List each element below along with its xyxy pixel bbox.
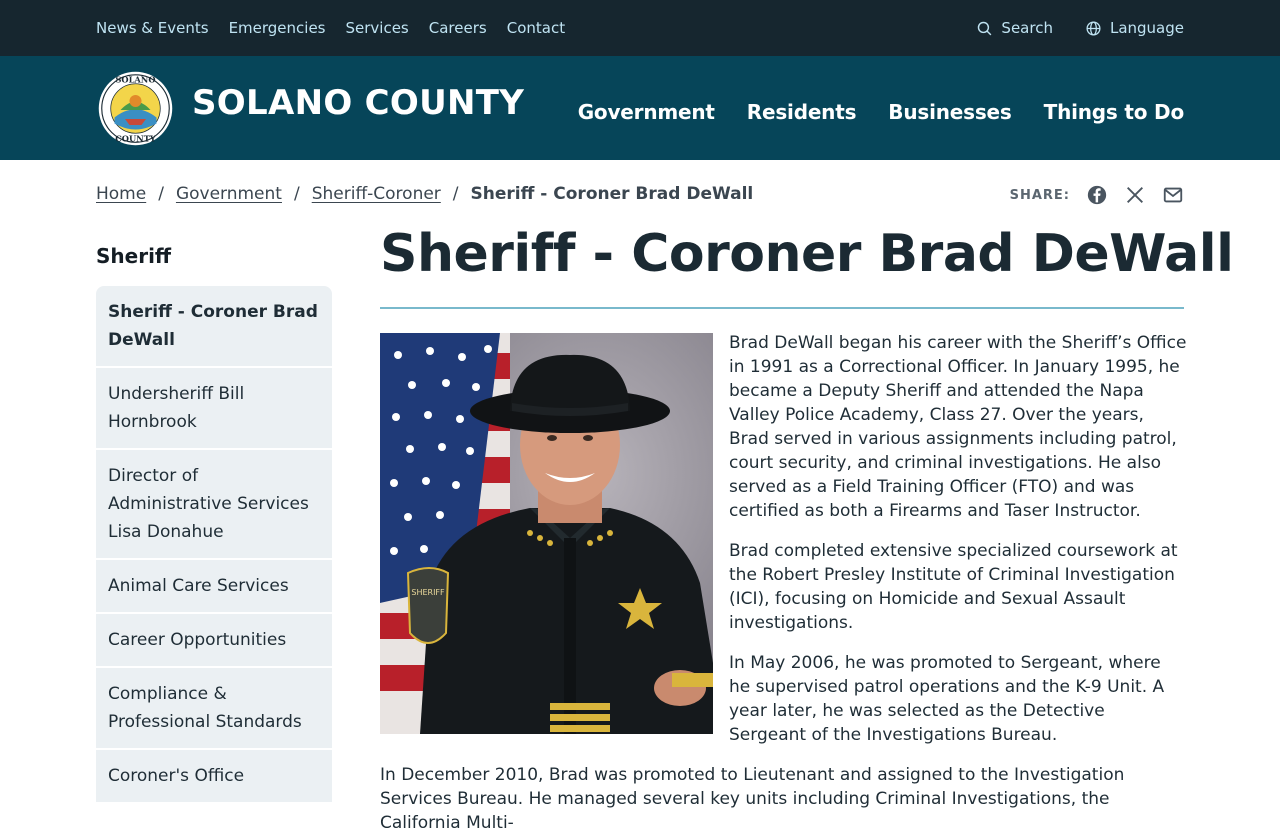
- main-header: [0, 56, 1280, 160]
- utility-tools: [976, 0, 1184, 56]
- sidebar-title: Sheriff: [96, 244, 172, 268]
- utility-link-careers[interactable]: Careers: [428, 19, 487, 37]
- sidebar-item-admin-services[interactable]: Director of Administrative Services Lisa Donahue: [96, 450, 332, 560]
- breadcrumb-current: Sheriff - Coroner Brad DeWall: [470, 184, 754, 204]
- utility-bar: [0, 0, 1280, 56]
- utility-link-emergencies[interactable]: Emergencies: [228, 19, 326, 37]
- bio-text: [729, 331, 1187, 763]
- x-icon[interactable]: [1124, 184, 1146, 206]
- breadcrumb-separator: /: [452, 184, 459, 204]
- breadcrumb-separator: /: [293, 184, 300, 204]
- sheriff-portrait: [380, 333, 713, 734]
- breadcrumb-sheriff-coroner[interactable]: Sheriff-Coroner: [311, 184, 441, 204]
- bio-paragraph-full-width: In December 2010, Brad was promoted to Lieutenant and assigned to the Investigation Services Bureau. He managed several key units including Criminal Investigations, the California Multi-: [380, 765, 1125, 833]
- bio-paragraph: Brad completed extensive specialized coursework at the Robert Presley Institute of Criminal Investigation (ICI), focusing on Homicide and Sexual Assault investigations.: [729, 541, 1178, 633]
- breadcrumb-separator: /: [158, 184, 164, 204]
- svg-text:COUNTY: COUNTY: [115, 133, 156, 144]
- search-icon: [976, 20, 993, 37]
- title-divider: [380, 307, 1184, 309]
- svg-text:SHERIFF: SHERIFF: [411, 588, 445, 597]
- sidebar-item-compliance[interactable]: Compliance & Professional Standards: [96, 668, 332, 750]
- share-bar: [1010, 184, 1184, 206]
- nav-businesses[interactable]: Businesses: [888, 100, 1012, 124]
- svg-text:SOLANO: SOLANO: [115, 74, 156, 85]
- sidebar-item-undersheriff[interactable]: Undersheriff Bill Hornbrook: [96, 368, 332, 450]
- utility-link-services[interactable]: Services: [345, 19, 409, 37]
- nav-residents[interactable]: Residents: [746, 100, 857, 124]
- search-label: Search: [1001, 19, 1053, 37]
- bio-paragraph: Brad DeWall began his career with the Sheriff’s Office in 1991 as a Correctional Officer. In January 1995, he became a Deputy Sheriff and attended the Napa Valley Police Academy, Class 27. Over the years, Brad served in various assignments including patrol, court security, and criminal investigations. He also served as a Field Training Officer (FTO) and was certified as both a Firearms and Taser Instructor.: [729, 333, 1187, 521]
- page-title: Sheriff - Coroner Brad DeWall: [380, 224, 1234, 284]
- sidebar-item-animal-care[interactable]: Animal Care Services: [96, 560, 332, 614]
- sidebar-item-careers[interactable]: Career Opportunities: [96, 614, 332, 668]
- site-name[interactable]: SOLANO COUNTY: [192, 83, 525, 123]
- sidebar-item-coroners-office[interactable]: Coroner's Office: [96, 750, 332, 804]
- nav-government[interactable]: Government: [577, 100, 715, 124]
- email-icon[interactable]: [1162, 184, 1184, 206]
- bio-paragraph: In May 2006, he was promoted to Sergeant, where he supervised patrol operations and the K-9 Unit. A year later, he was selected as the Detective Sergeant of the Investigations Bureau.: [729, 653, 1165, 745]
- county-seal-logo[interactable]: [98, 71, 173, 146]
- utility-link-contact[interactable]: Contact: [506, 19, 566, 37]
- utility-nav: [96, 0, 565, 56]
- sidebar-item-sheriff-coroner[interactable]: Sheriff - Coroner Brad DeWall: [96, 286, 332, 368]
- nav-things-to-do[interactable]: Things to Do: [1043, 100, 1184, 124]
- globe-icon: [1085, 20, 1102, 37]
- breadcrumb: [96, 184, 753, 204]
- breadcrumb-government[interactable]: Government: [175, 184, 282, 204]
- share-label: SHARE:: [1009, 187, 1070, 203]
- facebook-icon[interactable]: [1086, 184, 1108, 206]
- language-label: Language: [1109, 19, 1184, 37]
- sidebar-nav: [96, 286, 332, 804]
- utility-link-news-events[interactable]: News & Events: [96, 19, 209, 37]
- breadcrumb-home[interactable]: Home: [96, 184, 147, 204]
- main-nav: [578, 100, 1184, 124]
- language-button[interactable]: [1085, 19, 1184, 37]
- search-button[interactable]: [976, 19, 1053, 37]
